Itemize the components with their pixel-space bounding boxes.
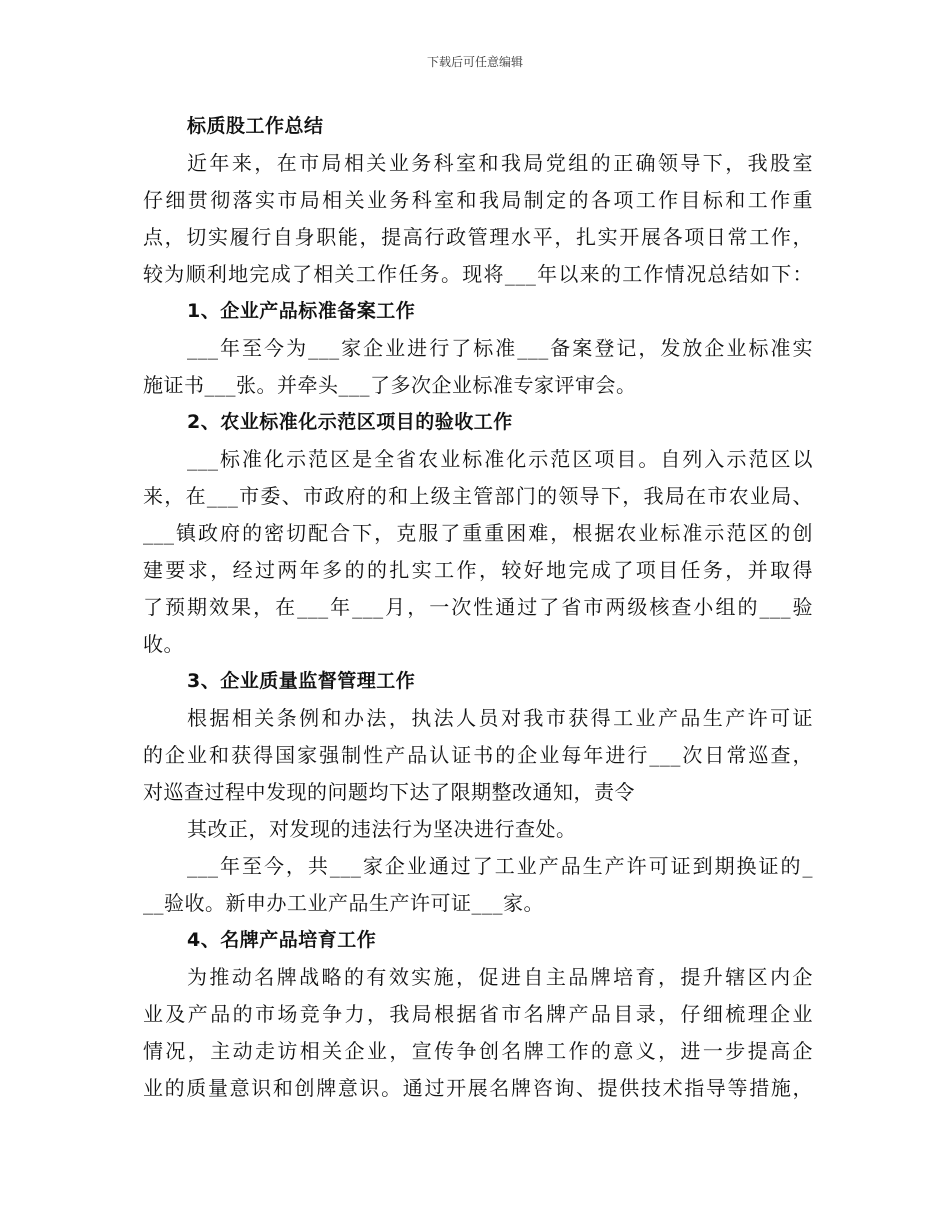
- section4-line-4: 业的质量意识和创牌意识。通过开展名牌咨询、提供技术指导等措施，: [143, 1076, 813, 1100]
- section3-line-6: __验收。新申办工业产品生产许可证___家。: [143, 891, 544, 915]
- section3-line-3: 对巡查过程中发现的问题均下达了限期整改通知，责令: [143, 780, 635, 804]
- section2-heading: 2、农业标准化示范区项目的验收工作: [187, 411, 513, 433]
- section4-heading: 4、名牌产品培育工作: [187, 929, 377, 951]
- section2-line-4: 建要求，经过两年多的的扎实工作，较好地完成了项目任务，并取得: [143, 558, 813, 582]
- section2-line-1: ___标准化示范区是全省农业标准化示范区项目。自列入示范区以: [187, 447, 813, 471]
- document-title: 标质股工作总结: [187, 115, 324, 137]
- intro-line-1: 近年来，在市局相关业务科室和我局党组的正确领导下，我股室: [187, 151, 813, 175]
- section3-line-4: 其改正，对发现的违法行为坚决进行查处。: [187, 817, 577, 841]
- page-header-note: 下载后可任意编辑: [426, 55, 523, 69]
- section3-line-2: 的企业和获得国家强制性产品认证书的企业每年进行___次日常巡查，: [143, 743, 813, 767]
- document-body: [143, 108, 813, 1107]
- section1-line-2: 施证书___张。并牵头___了多次企业标准专家评审会。: [143, 373, 637, 397]
- section2-line-6: 收。: [143, 632, 184, 656]
- section2-line-5: 了预期效果，在___年___月，一次性通过了省市两级核查小组的___验: [143, 595, 813, 619]
- intro-line-3: 点，切实履行自身职能，提高行政管理水平，扎实开展各项日常工作，: [143, 225, 813, 249]
- section3-heading: 3、企业质量监督管理工作: [187, 670, 416, 692]
- section2-line-2: 来，在___市委、市政府的和上级主管部门的领导下，我局在市农业局、: [143, 484, 813, 508]
- section4-line-2: 业及产品的市场竞争力，我局根据省市名牌产品目录，仔细梳理企业: [143, 1002, 813, 1026]
- intro-line-4: 较为顺利地完成了相关工作任务。现将___年以来的工作情况总结如下：: [143, 262, 813, 286]
- section4-line-1: 为推动名牌战略的有效实施，促进自主品牌培育，提升辖区内企: [187, 965, 813, 989]
- section2-line-3: ___镇政府的密切配合下，克服了重重困难，根据农业标准示范区的创: [143, 521, 813, 545]
- section3-line-1: 根据相关条例和办法，执法人员对我市获得工业产品生产许可证: [187, 706, 813, 730]
- section1-line-1: ___年至今为___家企业进行了标准___备案登记，发放企业标准实: [187, 336, 813, 360]
- section3-line-5: ___年至今，共___家企业通过了工业产品生产许可证到期换证的_: [187, 854, 813, 878]
- section4-line-3: 情况，主动走访相关企业，宣传争创名牌工作的意义，进一步提高企: [143, 1039, 813, 1063]
- intro-line-2: 仔细贯彻落实市局相关业务科室和我局制定的各项工作目标和工作重: [143, 188, 813, 212]
- section1-heading: 1、企业产品标准备案工作: [187, 300, 416, 322]
